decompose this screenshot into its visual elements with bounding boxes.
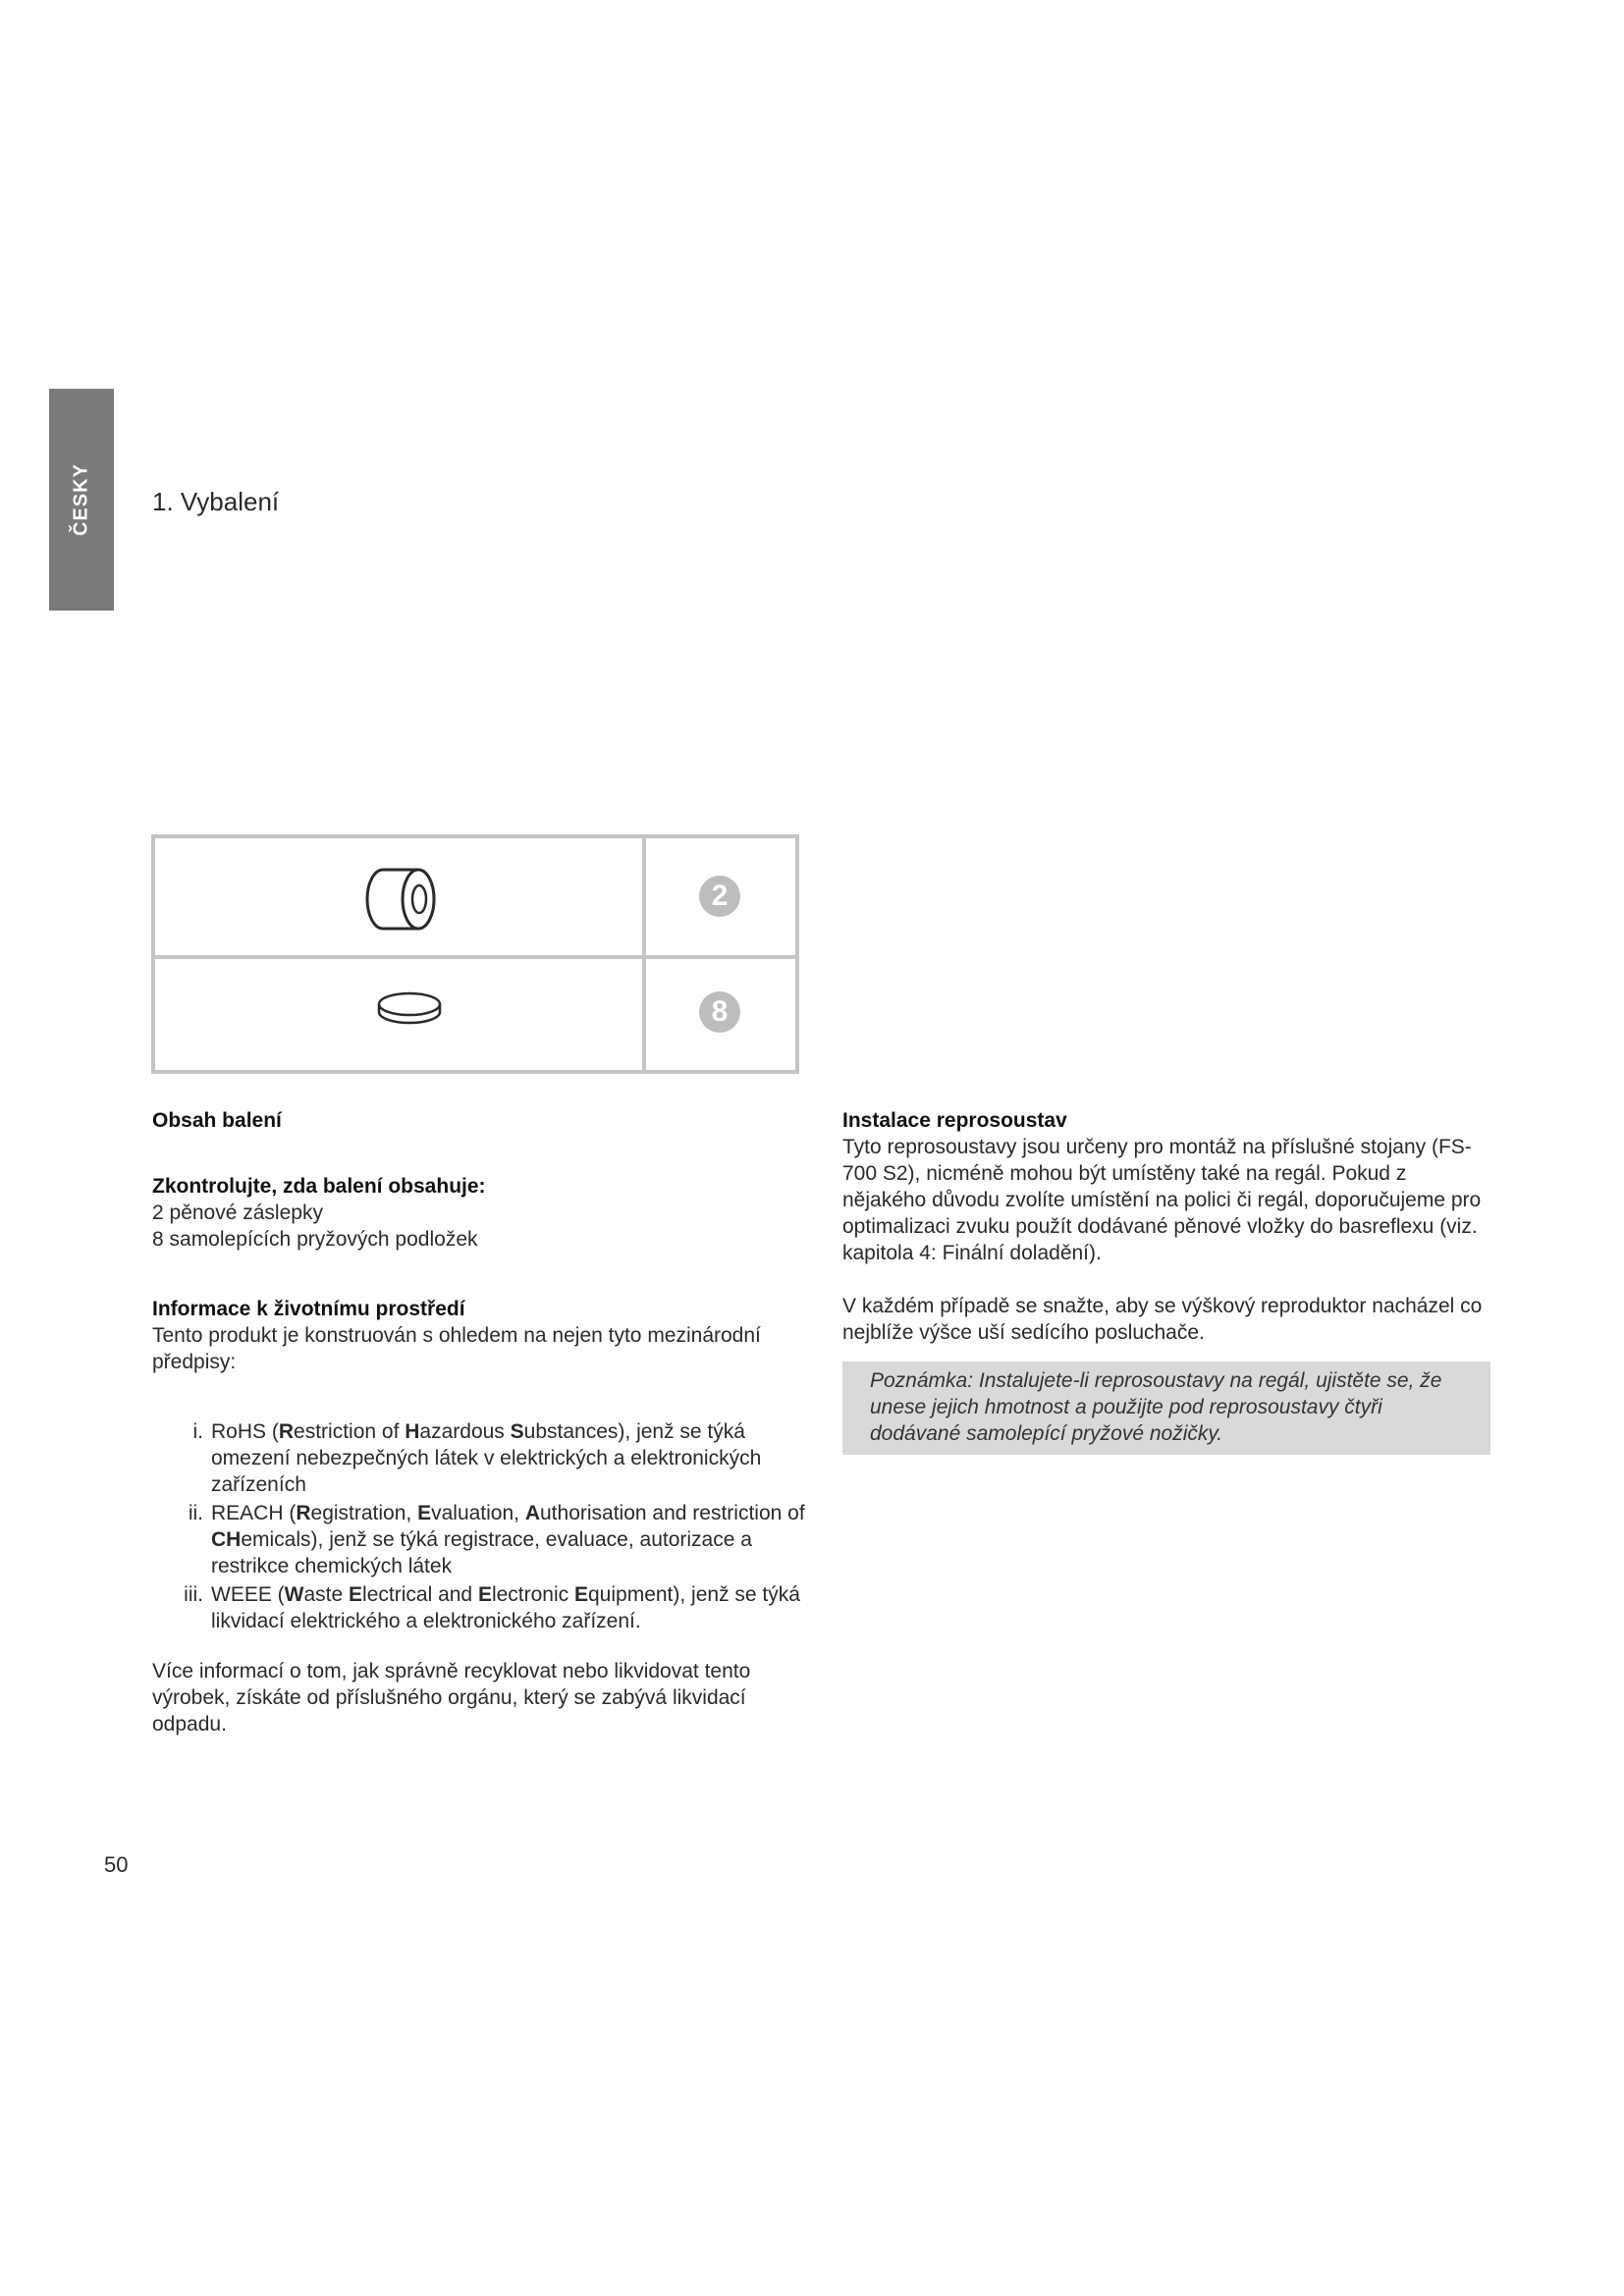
regulation-number: ii. [188, 1502, 203, 1524]
regulation-number: iii. [184, 1583, 203, 1606]
installation-text: Tyto reprosoustavy jsou určeny pro montáž na příslušné stojany (FS-700 S2), nicméně mohou být umístěny také na regál. Pokud z nějakého důvodu zvolíte umístění na polici či regál, doporučujeme pro optimalizaci zvuku použít dodávané pěnové vložky do basreflexu (viz. kapitola 4: Finální doladění). [842, 1136, 1482, 1264]
tweeter-text: V každém případě se snažte, aby se výškový reproduktor nacházel co nejblíže výšce uší sedícího posluchače. [842, 1295, 1483, 1344]
note-box [842, 1362, 1490, 1455]
page-number: 50 [104, 1852, 129, 1877]
table-divider-vertical [642, 838, 646, 1070]
regulation-number: i. [192, 1420, 203, 1443]
check-item: 2 pěnové záslepky [152, 1201, 323, 1224]
left-column [152, 1107, 820, 1737]
language-tab-label: ČESKY [70, 463, 92, 536]
table-divider-horizontal [155, 955, 795, 959]
regulation-item: iii. WEEE (Waste Electrical and Electronic Equipment), jenž se týká likvidací elektrického a elektronického zařízení. [184, 1583, 800, 1632]
recycling-text: Více informací o tom, jak správně recyklovat nebo likvidovat tento výrobek, získáte od příslušného orgánu, který se zabývá likvidací odpadu. [152, 1660, 751, 1735]
regulation-item: i. RoHS (Restriction of Hazardous Substances), jenž se týká omezení nebezpečných látek v elektrických a elektronických zařízeních [192, 1420, 762, 1496]
regulation-item: ii. REACH (Registration, Evaluation, Authorisation and restriction of CHemicals), jenž se týká registrace, evaluace, autorizace a restrikce chemických látek [188, 1502, 805, 1577]
contents-heading: Obsah balení [152, 1109, 282, 1132]
foam-plug-icon [361, 858, 440, 936]
right-column [842, 1107, 1490, 1455]
language-tab [49, 389, 114, 611]
regulations-list [152, 1418, 820, 1634]
section-title: 1. Vybalení [152, 487, 280, 516]
installation-heading: Instalace reprosoustav [842, 1109, 1067, 1132]
environment-heading: Informace k životnímu prostředí [152, 1298, 465, 1320]
rubber-pad-icon [375, 990, 444, 1030]
environment-intro: Tento produkt je konstruován s ohledem na nejen tyto mezinárodní předpisy: [152, 1324, 761, 1373]
quantity-badge: 2 [699, 876, 740, 917]
check-item: 8 samolepících pryžových podložek [152, 1228, 478, 1251]
note-text: Poznámka: Instalujete-li reprosoustavy na regál, ujistěte se, že unese jejich hmotnost a použijte pod reprosoustavy čtyři dodávané samolepící pryžové nožičky. [870, 1369, 1442, 1445]
quantity-badge: 8 [699, 991, 740, 1033]
package-contents-table [151, 834, 799, 1074]
check-heading: Zkontrolujte, zda balení obsahuje: [152, 1175, 486, 1198]
